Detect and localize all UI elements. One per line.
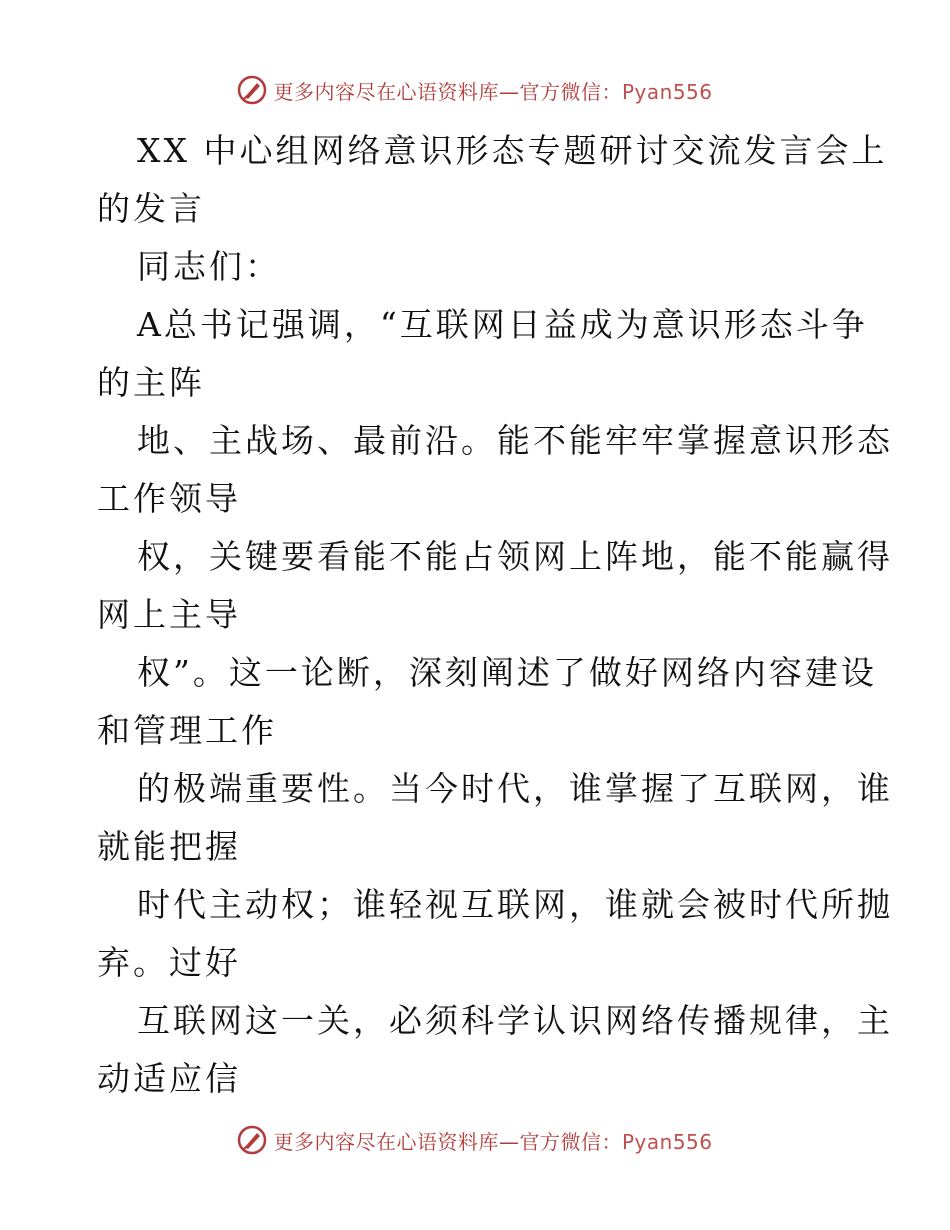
document-body bbox=[97, 122, 893, 1108]
footer-watermark bbox=[0, 1120, 950, 1160]
wechat-id: Pyan556 bbox=[621, 1129, 713, 1154]
paragraph-line: 就能把握 bbox=[97, 827, 241, 866]
watermark-text: 更多内容尽在心语资料库—官方微信：Pyan556 bbox=[273, 79, 713, 104]
quill-logo-icon bbox=[237, 75, 267, 105]
paragraph-line: A总书记强调，“互联网日益成为意识形态斗争 bbox=[137, 305, 868, 344]
paragraph-line: 时代主动权；谁轻视互联网，谁就会被时代所抛 bbox=[137, 885, 893, 924]
paragraph-line: 工作领导 bbox=[97, 479, 241, 518]
paragraph-line: 的主阵 bbox=[97, 363, 205, 402]
paragraph-line: 互联网这一关，必须科学认识网络传播规律，主 bbox=[137, 1001, 893, 1040]
title-line-2: 的发言 bbox=[97, 189, 205, 228]
paragraph-line: 权，关键要看能不能占领网上阵地，能不能赢得 bbox=[137, 537, 893, 576]
paragraph-line: 弃。过好 bbox=[97, 943, 241, 982]
title-line-1: XX 中心组网络意识形态专题研讨交流发言会上 bbox=[137, 131, 888, 170]
paragraph-line: 的极端重要性。当今时代，谁掌握了互联网，谁 bbox=[137, 769, 893, 808]
header-watermark bbox=[0, 70, 950, 110]
paragraph-line: 权”。这一论断，深刻阐述了做好网络内容建设 bbox=[137, 653, 877, 692]
quill-logo-icon bbox=[237, 1125, 267, 1155]
paragraph-line: 地、主战场、最前沿。能不能牢牢掌握意识形态 bbox=[137, 421, 893, 460]
paragraph-line: 和管理工作 bbox=[97, 711, 277, 750]
salutation: 同志们： bbox=[137, 247, 281, 286]
wechat-id: Pyan556 bbox=[621, 79, 713, 104]
paragraph-line: 动适应信 bbox=[97, 1059, 241, 1098]
paragraph-line: 网上主导 bbox=[97, 595, 241, 634]
watermark-text: 更多内容尽在心语资料库—官方微信：Pyan556 bbox=[273, 1129, 713, 1154]
